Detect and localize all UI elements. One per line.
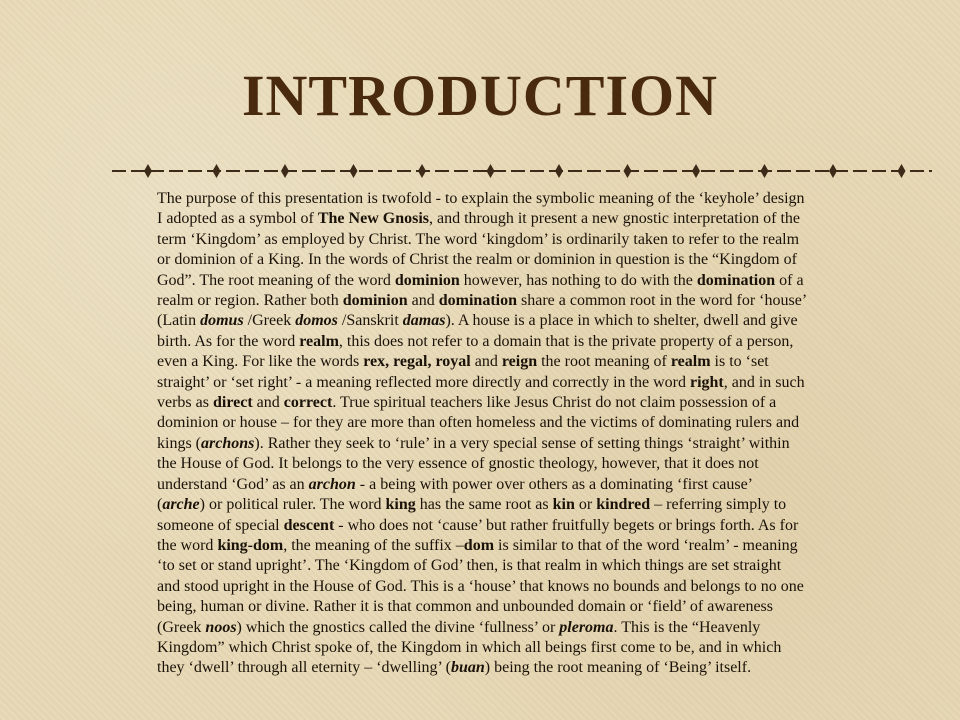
text-run: birth. As for the word bbox=[157, 332, 300, 350]
text-run: , and in such bbox=[723, 373, 805, 391]
text-run: is to ‘set bbox=[710, 353, 769, 371]
emphasized-word: reign bbox=[501, 353, 538, 371]
text-line bbox=[157, 618, 922, 638]
emphasized-word: kin bbox=[552, 496, 575, 514]
text-run: someone of special bbox=[157, 516, 284, 534]
emphasized-word: king-dom bbox=[217, 536, 284, 554]
diamond-icon bbox=[281, 164, 289, 178]
text-run: share a common root in the word for ‘house’ bbox=[517, 292, 808, 310]
diamond-icon bbox=[487, 164, 495, 178]
text-run: being, human or divine. Rather it is that common and unbounded domain or ‘field’ of awareness bbox=[157, 598, 773, 616]
text-run: understand ‘God’ as an bbox=[157, 475, 309, 493]
text-run: ). A house is a place in which to shelter, dwell and give bbox=[445, 312, 798, 330]
text-run: the House of God. It belongs to the very essence of gnostic theology, however, that it does not bbox=[157, 455, 759, 473]
emphasized-word: domination bbox=[438, 292, 517, 310]
emphasized-word: dominion bbox=[394, 271, 460, 289]
slide-title: INTRODUCTION bbox=[241, 63, 719, 128]
text-run: The purpose of this presentation is twofold - to explain the symbolic meaning of the ‘keyhole’ design bbox=[157, 190, 805, 207]
text-run: or bbox=[574, 496, 597, 514]
text-run: and bbox=[407, 292, 439, 310]
text-run: - who does not ‘cause’ but rather fruitfully begets or brings forth. As for bbox=[334, 516, 799, 534]
text-run: dominion or house – for they are more than often homeless and the victims of dominating rulers and bbox=[157, 414, 800, 432]
text-run: Kingdom” which Christ spoke of, the Kingdom in which all beings first come to be, and in which bbox=[157, 638, 782, 656]
text-run: term ‘Kingdom’ as employed by Christ. The word ‘kingdom’ is ordinarily taken to refer to the realm bbox=[157, 230, 800, 248]
emphasized-word: rex, regal, royal bbox=[363, 353, 471, 371]
text-line bbox=[157, 536, 922, 556]
emphasized-word: realm bbox=[299, 332, 339, 350]
text-run: the word bbox=[157, 536, 218, 554]
text-line bbox=[157, 250, 922, 270]
emphasized-word: buan bbox=[450, 659, 485, 677]
diamond-icon bbox=[213, 164, 221, 178]
emphasized-word: descent bbox=[283, 516, 335, 534]
emphasized-word: correct bbox=[283, 394, 333, 412]
text-run: or dominion of a King. In the words of Christ the realm or dominion in question is the “Kingdom of bbox=[157, 251, 797, 269]
text-run: and stood upright in the House of God. This is a ‘house’ that knows no bounds and belongs to no one bbox=[157, 577, 804, 595]
emphasized-word: direct bbox=[212, 394, 253, 412]
text-run: /Sanskrit bbox=[337, 312, 403, 330]
text-run: ( bbox=[157, 496, 163, 514]
text-run: – referring simply to bbox=[650, 496, 787, 514]
text-line bbox=[157, 556, 922, 576]
text-line bbox=[157, 597, 922, 617]
text-run: /Greek bbox=[243, 312, 296, 330]
text-run: and bbox=[470, 353, 502, 371]
text-run: , the meaning of the suffix – bbox=[283, 536, 464, 554]
text-run: they ‘dwell’ through all eternity – ‘dwelling’ ( bbox=[157, 659, 451, 677]
text-line bbox=[157, 495, 922, 515]
text-line bbox=[157, 189, 922, 209]
emphasized-word: dom bbox=[463, 536, 495, 554]
text-run: - a being with power over others as a dominating ‘first cause’ bbox=[355, 475, 753, 493]
diamond-icon bbox=[898, 164, 906, 178]
text-line bbox=[157, 271, 922, 291]
emphasized-word: archon bbox=[308, 475, 356, 493]
decorative-divider bbox=[112, 160, 932, 182]
diamond-icon bbox=[350, 164, 358, 178]
text-line bbox=[157, 209, 922, 229]
emphasized-word: domus bbox=[200, 312, 244, 330]
emphasized-word: archons bbox=[201, 434, 255, 452]
text-run: God”. The root meaning of the word bbox=[157, 271, 395, 289]
text-run: I adopted as a symbol of bbox=[157, 210, 318, 228]
text-run: (Greek bbox=[157, 618, 206, 636]
emphasized-word: The New Gnosis bbox=[317, 210, 429, 228]
emphasized-word: domination bbox=[696, 271, 776, 289]
text-run: . True spiritual teachers like Jesus Christ do not claim possession of a bbox=[332, 394, 777, 412]
text-run: has the same root as bbox=[415, 496, 553, 514]
text-line bbox=[157, 658, 922, 678]
text-run: ‘to set or stand upright’. The ‘Kingdom of God’ then, is that realm in which things are set straight bbox=[157, 557, 782, 575]
text-line bbox=[157, 230, 922, 250]
text-line bbox=[157, 393, 922, 413]
emphasized-word: realm bbox=[670, 353, 711, 371]
text-line bbox=[157, 291, 922, 311]
text-line bbox=[157, 413, 922, 433]
text-line bbox=[157, 516, 922, 536]
text-run: ) or political ruler. The word bbox=[199, 496, 386, 514]
text-line bbox=[157, 434, 922, 454]
emphasized-word: arche bbox=[162, 496, 200, 514]
emphasized-word: kindred bbox=[596, 496, 651, 514]
diamond-icon bbox=[829, 164, 837, 178]
text-run: is similar to that of the word ‘realm’ - meaning bbox=[494, 536, 798, 554]
text-line bbox=[157, 352, 922, 372]
text-run: verbs as bbox=[157, 394, 213, 412]
text-run: however, has nothing to do with the bbox=[459, 271, 697, 289]
text-run: straight’ or ‘set right’ - a meaning reflected more directly and correctly in the word bbox=[157, 373, 690, 391]
text-line bbox=[157, 311, 922, 331]
text-run: even a King. For like the words bbox=[157, 353, 364, 371]
text-run: . This is the “Heavenly bbox=[613, 618, 761, 636]
text-run: realm or region. Rather both bbox=[157, 292, 343, 310]
diamond-icon bbox=[761, 164, 769, 178]
text-run: and bbox=[252, 394, 284, 412]
text-line bbox=[157, 475, 922, 495]
text-run: ). Rather they seek to ‘rule’ in a very special sense of setting things ‘straight’ within bbox=[254, 434, 790, 452]
text-line bbox=[157, 373, 922, 393]
text-run: the root meaning of bbox=[537, 353, 671, 371]
text-line bbox=[157, 577, 922, 597]
emphasized-word: king bbox=[385, 496, 416, 514]
text-run: , and through it present a new gnostic interpretation of the bbox=[428, 210, 800, 228]
diamond-icon bbox=[692, 164, 700, 178]
text-line bbox=[157, 332, 922, 352]
text-run: ) being the root meaning of ‘Being’ itself. bbox=[484, 659, 752, 677]
diamond-icon bbox=[555, 164, 563, 178]
body-paragraph bbox=[157, 189, 922, 679]
text-line bbox=[157, 454, 922, 474]
emphasized-word: damas bbox=[402, 312, 446, 330]
text-line bbox=[157, 638, 922, 658]
emphasized-word: domos bbox=[295, 312, 338, 330]
text-run: , this does not refer to a domain that is the private property of a person, bbox=[338, 332, 794, 350]
diamond-icon bbox=[418, 164, 426, 178]
emphasized-word: pleroma bbox=[559, 618, 614, 636]
text-run: of a bbox=[775, 271, 804, 289]
text-run: ) which the gnostics called the divine ‘fullness’ or bbox=[236, 618, 560, 636]
emphasized-word: dominion bbox=[342, 292, 408, 310]
emphasized-word: noos bbox=[205, 618, 237, 636]
text-run: kings ( bbox=[157, 434, 201, 452]
emphasized-word: right bbox=[689, 373, 724, 391]
diamond-icon bbox=[624, 164, 632, 178]
text-run: (Latin bbox=[157, 312, 201, 330]
diamond-icon bbox=[144, 164, 152, 178]
